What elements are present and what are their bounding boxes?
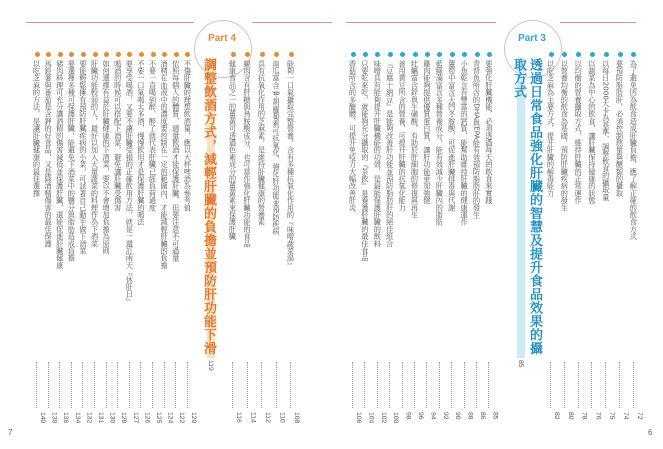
- toc-entry-text: 蜆肉含有肝糖與鳥胺酸成分，也可當作強化肝臟功能的食品: [243, 60, 252, 248]
- left-top-rule: [26, 22, 194, 23]
- toc-page-number: 88: [466, 412, 474, 420]
- toc-entry-text: 如何選擇有益於肝臟健康的下酒菜，要以不會增加負擔為原則: [102, 60, 112, 255]
- bullet-dot-icon: [576, 52, 581, 57]
- part4-section-page: 119: [207, 360, 214, 371]
- left-toc-entry[interactable]: [136, 52, 151, 424]
- left-toc-entry[interactable]: [286, 52, 300, 424]
- toc-entry-text: 不要一口氣喝太多酒，慢慢飲用才是保護肝臟的喝法: [136, 60, 146, 226]
- dot-leader: [129, 362, 131, 408]
- toc-entry-text: 要預防脂肪肝，必須控制熱量與醣類的攝取: [615, 60, 625, 197]
- toc-page-number: 75: [608, 412, 616, 420]
- toc-page-number: 136: [62, 412, 70, 424]
- bullet-dot-icon: [413, 52, 418, 57]
- left-toc-entry[interactable]: [171, 52, 186, 424]
- toc-page-number: 96: [417, 412, 424, 420]
- toc-entry-text: 以每日2000大卡為基準，調整飲食的攝取量: [601, 60, 611, 201]
- toc-entry-text: 藍綠藻富含多種營養成分，能有效減少肝臟內的脂肪: [435, 60, 445, 226]
- toc-page-number: 120: [189, 412, 197, 424]
- toc-page-number: 104: [367, 412, 375, 424]
- dot-leader: [605, 362, 607, 408]
- right-toc-entry[interactable]: [460, 52, 474, 422]
- dot-leader: [550, 362, 552, 408]
- toc-page-number: 100: [392, 412, 400, 424]
- dot-leader: [232, 362, 234, 408]
- toc-page-number: 140: [39, 412, 46, 424]
- toc-page-number: 108: [293, 412, 300, 424]
- bullet-dot-icon: [400, 52, 405, 57]
- toc-page-number: 138: [50, 412, 58, 424]
- bullet-dot-icon: [289, 52, 294, 57]
- dot-leader: [140, 362, 142, 408]
- toc-entry-text: 健康食品之一的薑黃可透過色素成分的薑黃素來保護肝臟: [228, 60, 238, 240]
- dot-leader: [117, 362, 119, 408]
- toc-entry-text: 要選擇多種可保護肝臟，能避免下酒菜中的鹽分與脂肪造成負擔: [67, 60, 77, 262]
- dot-leader: [464, 362, 466, 408]
- left-toc-entry[interactable]: [90, 52, 104, 424]
- bullet-dot-icon: [562, 52, 567, 57]
- toc-page-number: 92: [441, 412, 449, 420]
- dot-leader: [426, 362, 428, 408]
- right-toc-entry[interactable]: [373, 52, 387, 424]
- bullet-dot-icon: [116, 52, 121, 57]
- right-toc-entry[interactable]: [435, 52, 449, 422]
- dot-leader: [247, 362, 249, 408]
- dot-leader: [619, 362, 621, 408]
- right-toc-entry[interactable]: [472, 52, 486, 422]
- right-top-rule: [346, 22, 496, 23]
- toc-page-number: 131: [97, 412, 104, 424]
- toc-page-number: 94: [429, 412, 437, 420]
- bullet-dot-icon: [139, 52, 144, 57]
- left-toc-entry[interactable]: [228, 52, 242, 423]
- dot-leader: [82, 362, 84, 408]
- toc-entry-text: 不要一直喝到醉，醉了就代表肝臟已經負荷過度: [148, 60, 158, 212]
- toc-page-number: 74: [622, 412, 629, 420]
- toc-page-number: 72: [635, 412, 643, 420]
- right-toc-entry[interactable]: [629, 52, 643, 422]
- toc-entry-text: 依照每個人的體質，適量飲酒才能保護肝臟，但要注意不可過量: [171, 60, 181, 262]
- dot-leader: [152, 362, 154, 408]
- toc-page-number: 127: [131, 412, 139, 424]
- toc-entry-text: 以營養均衡的飲食為基礎，預防肝臟疾病的發生: [560, 60, 570, 212]
- toc-entry-text: 喝酒的時候可以搭配下酒菜，避免讓肝臟受傷害: [113, 60, 123, 212]
- bullet-dot-icon: [231, 52, 236, 57]
- bullet-dot-icon: [351, 52, 356, 57]
- bullet-dot-icon: [35, 52, 40, 57]
- right-toc-entry[interactable]: [615, 52, 629, 422]
- right-toc-entry[interactable]: [560, 52, 574, 422]
- bullet-dot-icon: [375, 52, 380, 57]
- dot-leader: [476, 362, 478, 408]
- bullet-dot-icon: [604, 52, 609, 57]
- dot-leader: [402, 362, 404, 408]
- toc-entry-text: 豬肉料理可充分讓酒精的傷害減低並保護肝臟，還能促進肝臟健康: [55, 60, 65, 269]
- left-toc-entry[interactable]: [125, 52, 139, 424]
- left-toc-entry[interactable]: [44, 52, 58, 424]
- dot-leader: [591, 362, 593, 408]
- toc-page-number: 106: [355, 412, 362, 424]
- left-toc-entry[interactable]: [78, 52, 93, 424]
- dot-leader: [94, 362, 96, 408]
- bullet-dot-icon: [58, 52, 63, 57]
- toc-page-number: 114: [249, 412, 257, 423]
- toc-entry-text: 青背魚所含的DHA與EPA能有效預防脂肪肝的發生: [472, 60, 482, 219]
- part3-section-page: 85: [517, 360, 524, 368]
- bullet-dot-icon: [425, 52, 430, 57]
- dot-leader: [106, 362, 108, 408]
- toc-page-number: 124: [166, 412, 174, 424]
- right-toc-entry[interactable]: [574, 52, 588, 422]
- toc-page-number: 76: [594, 412, 602, 420]
- toc-entry-text: 為了避免因為飲食造成肝臟負擔，應了解正確的飲食方式: [629, 60, 639, 240]
- bullet-dot-icon: [260, 52, 265, 57]
- right-top-rule-2: [560, 22, 636, 23]
- right-toc-entry[interactable]: [360, 52, 375, 424]
- bullet-dot-icon: [46, 52, 51, 57]
- part4-section-title: 調整飲酒方式，減輕肝臟的負擔並預防肝功能下滑: [200, 58, 216, 358]
- toc-entry-text: 能夠一口氣攝取完整營養，含有多種抗氧化作用的『味噌蔬菜湯』: [286, 60, 296, 269]
- dot-leader: [633, 362, 635, 408]
- dot-leader: [414, 362, 416, 408]
- toc-page-number: 110: [278, 412, 286, 423]
- left-toc-entry[interactable]: [272, 52, 286, 423]
- toc-entry-text: 『豆腐十納豆』是能夠改善肝功能並預防脂肪肝的絕佳組合: [385, 60, 395, 248]
- toc-entry-text: 南瓜富含 β-胡蘿蔔素可抗氧化，強化肝功能並預防疾病: [272, 60, 281, 236]
- left-toc-entry[interactable]: [257, 52, 271, 423]
- part3-label: Part 3: [518, 33, 546, 44]
- dot-leader: [488, 362, 490, 408]
- dot-leader: [377, 362, 379, 408]
- bullet-dot-icon: [162, 52, 167, 57]
- toc-entry-text: 要享受喝酒，又要不讓肝臟受損的正確飲用方法，就是一週訂兩天『休肝日』: [125, 60, 135, 305]
- bullet-dot-icon: [127, 52, 132, 57]
- toc-page-number: 116: [235, 412, 242, 423]
- toc-entry-text: 雞肉能夠提供優質蛋白質，讓肝功能更加強健: [422, 60, 432, 204]
- left-toc-entry[interactable]: [183, 52, 197, 424]
- dot-leader: [71, 362, 73, 408]
- right-toc-entry[interactable]: [587, 52, 602, 422]
- toc-page-number: 82: [553, 412, 560, 420]
- toc-page-number: 132: [85, 412, 93, 424]
- right-toc-entry[interactable]: [398, 52, 412, 422]
- bullet-dot-icon: [618, 52, 623, 57]
- right-page-number: 6: [648, 428, 653, 437]
- toc-page-number: 134: [73, 412, 81, 424]
- toc-entry-text: 以吃芝麻的方法，是讓肝臟健康的最佳選擇: [32, 60, 42, 197]
- bullet-dot-icon: [487, 52, 492, 57]
- right-toc-entry[interactable]: [385, 52, 400, 424]
- bullet-dot-icon: [81, 52, 86, 57]
- dot-leader: [290, 362, 292, 408]
- toc-page-number: 130: [108, 412, 116, 424]
- toc-page-number: 98: [404, 412, 412, 420]
- right-toc-entry[interactable]: [422, 52, 437, 422]
- toc-entry-text: 不傷肝臟的理想飲酒量，應以大杯啤酒為參考值: [183, 60, 193, 212]
- toc-page-number: 86: [479, 412, 486, 420]
- bullet-dot-icon: [174, 52, 179, 57]
- right-toc-entry[interactable]: [410, 52, 424, 422]
- toc-entry-text: 以吃芝麻為主要方式，提升肝臟的解毒能力: [546, 60, 556, 197]
- toc-entry-text: 牡蠣富含鋅與牛磺酸，有助於肝細胞的修復與再生: [410, 60, 420, 219]
- bullet-dot-icon: [450, 52, 455, 57]
- right-toc-entry[interactable]: [447, 52, 462, 422]
- right-toc-entry[interactable]: [348, 52, 362, 424]
- bullet-dot-icon: [631, 52, 636, 57]
- right-toc-entry[interactable]: [546, 52, 560, 422]
- dot-leader: [261, 362, 263, 408]
- dot-leader: [364, 362, 366, 408]
- dot-leader: [578, 362, 580, 408]
- dot-leader: [276, 362, 278, 408]
- dot-leader: [164, 362, 166, 408]
- toc-page-number: 125: [155, 412, 162, 424]
- right-toc-entry[interactable]: [484, 52, 499, 422]
- toc-page-number: 128: [120, 412, 128, 424]
- left-toc-entry[interactable]: [113, 52, 128, 424]
- bullet-dot-icon: [475, 52, 480, 57]
- toc-entry-text: 香菇所含的多醣體，可提升免疫力大幅改善肝炎: [348, 60, 358, 212]
- left-toc-entry[interactable]: [55, 52, 70, 424]
- toc-page-number: 122: [178, 412, 186, 424]
- toc-entry-text: 蘆筍中富含天門冬胺酸，可促進肝臟排毒與代謝: [447, 60, 457, 212]
- toc-entry-text: 要能輕鬆擁有預防肝臟疾病的小菜，可試著自己動手做下酒菜: [78, 60, 88, 255]
- left-top-rule-2: [252, 22, 332, 23]
- right-toc-entry[interactable]: [601, 52, 616, 422]
- toc-page-number: 85: [491, 412, 499, 420]
- dot-leader: [59, 362, 61, 408]
- dot-leader: [451, 362, 453, 408]
- toc-entry-text: 善用黃豆所含的營養，可提升肝臟的抗氧化能力: [398, 60, 408, 212]
- toc-entry-text: 小魚乾含有豐富的鈣質，能幫助維持肝臟的健康運作: [460, 60, 470, 226]
- toc-entry-text: 要強化肝臟機能，必須透過每天的飲食來實踐: [484, 60, 494, 204]
- left-toc-entry[interactable]: [148, 52, 162, 424]
- bullet-dot-icon: [462, 52, 467, 57]
- dot-leader: [175, 362, 177, 408]
- toc-entry-text: 肝臟功能較弱的人，最好以加入大量蔬菜的料理作為下酒菜: [90, 60, 100, 248]
- bullet-dot-icon: [549, 52, 554, 57]
- bullet-dot-icon: [69, 52, 74, 57]
- bullet-dot-icon: [93, 52, 98, 57]
- toc-entry-text: 具有抗氧化作用的芝麻素，是維持肝臟健康的營養素: [257, 60, 267, 226]
- toc-page-number: 78: [580, 412, 588, 420]
- toc-entry-text: 酒精在血液中的濃度要控制在一定的範圍內，才能減輕肝臟的負擔: [160, 60, 170, 269]
- dot-leader: [36, 362, 38, 408]
- left-toc-entry[interactable]: [243, 52, 257, 423]
- toc-page-number: 80: [566, 412, 574, 420]
- left-toc-entry[interactable]: [160, 52, 174, 424]
- bullet-dot-icon: [245, 52, 250, 57]
- toc-entry-text: 以蔬菜為中心的飲食，讓肝臟保持健康的狀態: [587, 60, 597, 204]
- dot-leader: [389, 362, 391, 408]
- toc-entry-text: 味噌具有能夠提升肝臟機能的功效，是最能保護肝臟的飲料: [373, 60, 383, 248]
- toc-page-number: 112: [264, 412, 271, 423]
- toc-entry-text: 以均衡的營養攝取方式，維持肝臟的正常運作: [574, 60, 584, 204]
- toc-page-number: 126: [143, 412, 151, 424]
- bullet-dot-icon: [151, 52, 156, 57]
- bullet-dot-icon: [104, 52, 109, 57]
- bullet-dot-icon: [185, 52, 190, 57]
- toc-entry-text: 只要吃來吃，就能夠充分攝取的『茶飲』是養護肝臟的最佳食品: [360, 60, 370, 262]
- dot-leader: [48, 362, 50, 408]
- toc-page-number: 102: [379, 412, 387, 424]
- part4-label: Part 4: [208, 33, 236, 44]
- left-toc-entry[interactable]: [102, 52, 116, 424]
- dot-leader: [564, 362, 566, 408]
- dot-leader: [439, 362, 441, 408]
- bullet-dot-icon: [274, 52, 279, 57]
- left-toc-entry[interactable]: [32, 52, 46, 424]
- left-page-number: 7: [8, 428, 13, 437]
- dot-leader: [187, 362, 189, 408]
- bullet-dot-icon: [363, 52, 368, 57]
- left-toc-entry[interactable]: [67, 52, 81, 424]
- part3-section-title: 透過日常食品強化肝臟的智慧及提升食品效果的攝取方式: [510, 58, 542, 358]
- bullet-dot-icon: [437, 52, 442, 57]
- toc-entry-text: 馬鈴薯與番茄是含鉀的好食品，又是降酒精傷害的最佳保護: [44, 60, 54, 248]
- dot-leader: [352, 362, 354, 408]
- bullet-dot-icon: [590, 52, 595, 57]
- bullet-dot-icon: [388, 52, 393, 57]
- toc-page-number: 90: [454, 412, 462, 420]
